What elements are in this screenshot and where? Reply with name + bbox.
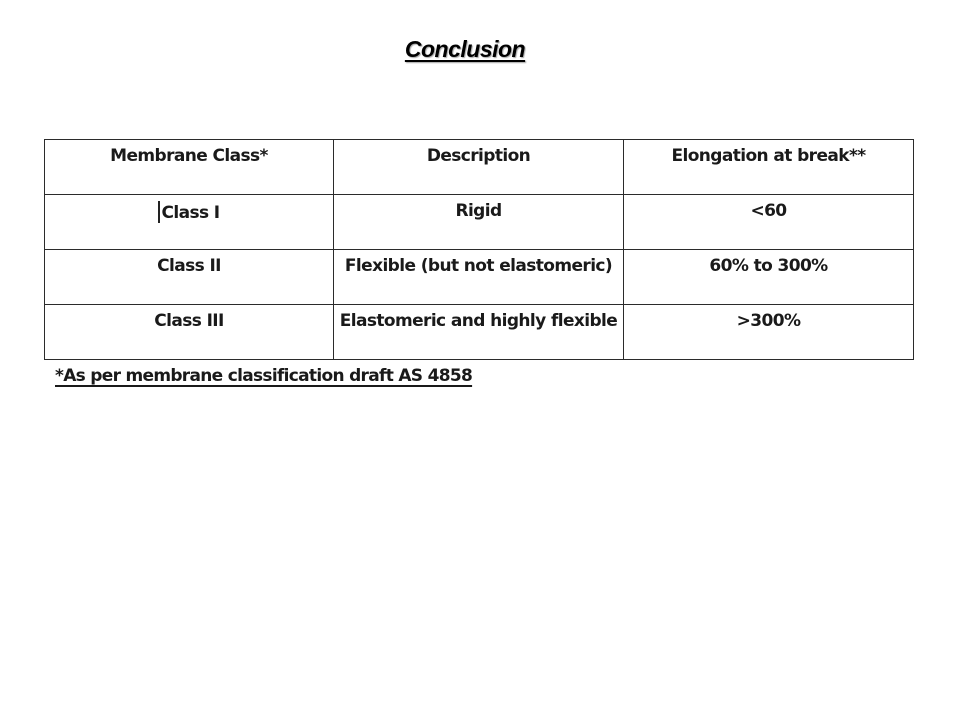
cell-elongation[interactable]: >300% <box>624 305 914 360</box>
table-row <box>45 305 914 360</box>
table-row <box>45 250 914 305</box>
cell-class[interactable]: Class II <box>45 250 334 305</box>
cell-elongation[interactable]: <60 <box>624 195 914 250</box>
footnote: *As per membrane classification draft AS 4858 <box>55 366 473 386</box>
cell-description[interactable]: Rigid <box>334 195 624 250</box>
cell-description[interactable]: Elastomeric and highly flexible <box>334 305 624 360</box>
cell-description[interactable]: Flexible (but not elastomeric) <box>334 250 624 305</box>
page-title: Conclusion <box>404 36 526 62</box>
cell-elongation[interactable]: 60% to 300% <box>624 250 914 305</box>
membrane-class-table <box>44 139 914 360</box>
header-description: Description <box>334 140 624 195</box>
table-header-row <box>45 140 914 195</box>
header-membrane-class: Membrane Class* <box>45 140 334 195</box>
cell-class[interactable]: Class I <box>45 195 334 250</box>
table-row <box>45 195 914 250</box>
header-elongation: Elongation at break** <box>624 140 914 195</box>
cell-class[interactable]: Class III <box>45 305 334 360</box>
